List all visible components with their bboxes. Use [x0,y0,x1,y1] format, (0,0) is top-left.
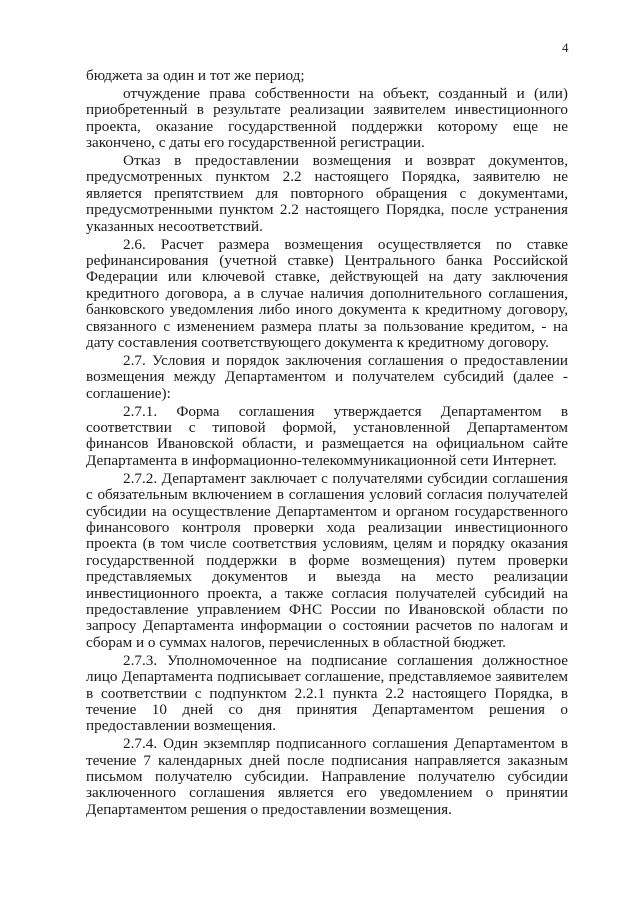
paragraph-2-7-4: 2.7.4. Один экземпляр подписанного соглашения Департаментом в течение 7 календарных дней после подписания направляется заказным письмом получателю субсидии. Направление получателю субсидии заключенного соглашения является его уведомлением о принятии Департаментом решения о предоставлении возмещения. [86,735,568,818]
paragraph-alienation: отчуждение права собственности на объект, созданный и (или) приобретенный в результате реализации заявителем инвестиционного проекта, оказание государственной поддержки которому еще не закончено, с даты его государственной регистрации. [86,84,568,152]
paragraph-continuation: бюджета за один и тот же период; [86,67,305,84]
page-number: 4 [562,40,569,55]
paragraph-2-7-2: 2.7.2. Департамент заключает с получателями субсидии соглашения с обязательным включением в соглашения условий согласия получателей субсидии на осуществление Департаментом и органом государственного финансового контроля проверки хода реализации инвестиционного проекта (в том числе соответствия условиям, целям и порядку оказания государственной поддержки в форме возмещения) путем проверки представляемых документов и выезда на место реализации инвестиционного проекта, а также согласия получателей субсидий на предоставление управлением ФНС России по Ивановской области по запросу Департамента информации о состоянии расчетов по налогам и сборам и о суммах налогов, перечисленных в областной бюджет. [86,469,568,651]
document-body [86,68,568,820]
paragraph-refusal: Отказ в предоставлении возмещения и возврат документов, предусмотренных пунктом 2.2 настоящего Порядка, заявителю не является препятствием для повторного обращения с документами, предусмотренными пунктом 2.2 настоящего Порядка, после устранения указанных несоответствий. [86,152,568,235]
paragraph-2-7-1: 2.7.1. Форма соглашения утверждается Департаментом в соответствии с типовой формой, установленной Департаментом финансов Ивановской области, и размещается на официальном сайте Департамента в информационно-телекоммуникационной сети Интернет. [86,402,568,469]
paragraph-2-6: 2.6. Расчет размера возмещения осуществляется по ставке рефинансирования (учетной ставке) Центрального банка Российской Федерации или ключевой ставке, действующей на дату заключения кредитного договора, а в случае наличия дополнительного соглашения, банковского уведомления либо иного документа к кредитному договору, связанного с изменением размера платы за пользование кредитом, - на дату составления соответствующего документа к кредитному договору. [86,235,568,351]
paragraph-2-7-3: 2.7.3. Уполномоченное на подписание соглашения должностное лицо Департамента подписывает соглашение, представляемое заявителем в соответствии с подпунктом 2.2.1 пункта 2.2 настоящего Порядка, в течение 10 дней со дня принятия Департаментом решения о предоставлении возмещения. [86,651,568,735]
paragraph-2-7: 2.7. Условия и порядок заключения соглашения о предоставлении возмещения между Департаментом и получателем субсидий (далее - соглашение): [86,351,568,402]
